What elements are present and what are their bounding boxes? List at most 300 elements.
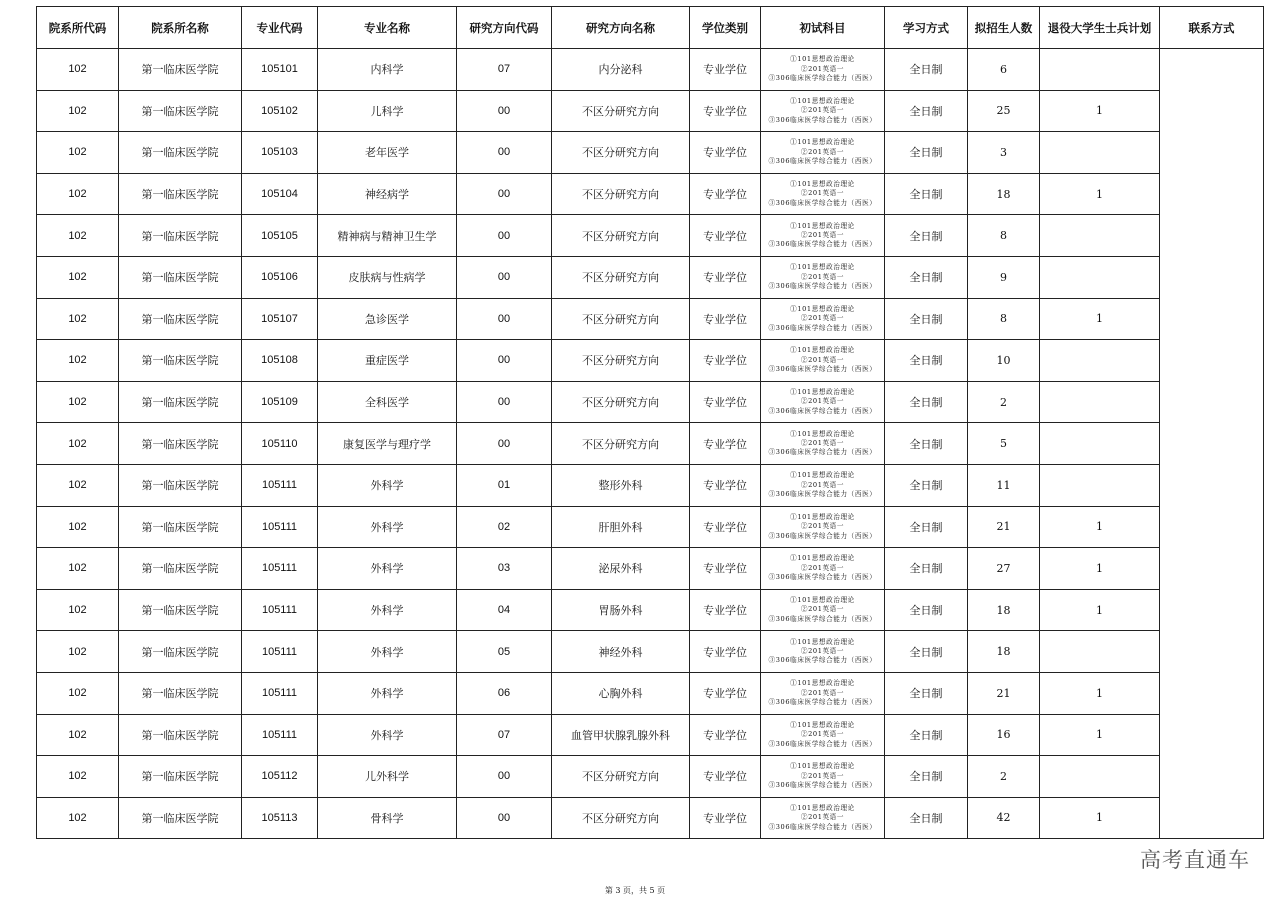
exam-subject-line: ①101思想政治理论 (790, 179, 855, 188)
dept-name-cell: 第一临床医学院 (119, 49, 242, 91)
exam-subject-line: ①101思想政治理论 (790, 55, 855, 64)
major-code-cell: 105111 (242, 714, 318, 756)
study-mode-cell: 全日制 (885, 381, 968, 423)
watermark-text: 高考直通车 (1140, 848, 1250, 872)
exam-subject-line: ②201英语一 (800, 522, 845, 531)
dept-name-cell: 第一临床医学院 (119, 631, 242, 673)
exam-subject-line: ②201英语一 (800, 355, 845, 364)
veteran-plan-cell: 1 (1040, 589, 1160, 631)
exam-subjects-cell (761, 340, 885, 382)
veteran-plan-cell: 1 (1040, 548, 1160, 590)
study-mode-cell: 全日制 (885, 506, 968, 548)
dept-code-cell: 102 (37, 340, 119, 382)
quota-cell: 18 (968, 631, 1040, 673)
dept-name-cell: 第一临床医学院 (119, 672, 242, 714)
degree-type-cell: 专业学位 (690, 714, 761, 756)
exam-subject-line: ③306临床医学综合能力（西医） (768, 697, 877, 706)
dept-name-cell: 第一临床医学院 (119, 340, 242, 382)
exam-subject-line: ②201英语一 (800, 563, 845, 572)
exam-subject-line: ③306临床医学综合能力（西医） (768, 531, 877, 540)
dept-name-cell: 第一临床医学院 (119, 423, 242, 465)
veteran-plan-cell: 1 (1040, 298, 1160, 340)
study-mode-cell: 全日制 (885, 49, 968, 91)
exam-subject-line: ③306临床医学综合能力（西医） (768, 406, 877, 415)
header-contact: 联系方式 (1160, 7, 1264, 49)
major-code-cell: 105111 (242, 548, 318, 590)
direction-name-cell: 内分泌科 (552, 49, 690, 91)
exam-subject-line: ①101思想政治理论 (790, 221, 855, 230)
table-row (37, 589, 1264, 631)
major-name-cell: 皮肤病与性病学 (318, 256, 457, 298)
direction-name-cell: 神经外科 (552, 631, 690, 673)
exam-subject-line: ①101思想政治理论 (790, 512, 855, 521)
exam-subject-line: ③306临床医学综合能力（西医） (768, 489, 877, 498)
dept-code-cell: 102 (37, 132, 119, 174)
veteran-plan-cell (1040, 381, 1160, 423)
direction-name-cell: 不区分研究方向 (552, 423, 690, 465)
dept-name-cell: 第一临床医学院 (119, 298, 242, 340)
veteran-plan-cell (1040, 49, 1160, 91)
dept-code-cell: 102 (37, 90, 119, 132)
degree-type-cell: 专业学位 (690, 132, 761, 174)
degree-type-cell: 专业学位 (690, 49, 761, 91)
direction-name-cell: 不区分研究方向 (552, 132, 690, 174)
exam-subject-line: ③306临床医学综合能力（西医） (768, 115, 877, 124)
exam-subject-line: ①101思想政治理论 (790, 595, 855, 604)
study-mode-cell: 全日制 (885, 797, 968, 839)
dept-name-cell: 第一临床医学院 (119, 797, 242, 839)
exam-subject-line: ②201英语一 (800, 230, 845, 239)
exam-subject-line: ①101思想政治理论 (790, 762, 855, 771)
exam-subject-line: ②201英语一 (800, 272, 845, 281)
major-code-cell: 105111 (242, 464, 318, 506)
direction-code-cell: 07 (457, 49, 552, 91)
study-mode-cell: 全日制 (885, 298, 968, 340)
major-name-cell: 急诊医学 (318, 298, 457, 340)
major-code-cell: 105111 (242, 672, 318, 714)
quota-cell: 2 (968, 381, 1040, 423)
dept-name-cell: 第一临床医学院 (119, 215, 242, 257)
dept-code-cell: 102 (37, 506, 119, 548)
dept-name-cell: 第一临床医学院 (119, 90, 242, 132)
veteran-plan-cell: 1 (1040, 506, 1160, 548)
exam-subjects-cell (761, 298, 885, 340)
degree-type-cell: 专业学位 (690, 423, 761, 465)
dept-name-cell: 第一临床医学院 (119, 548, 242, 590)
table-row (37, 215, 1264, 257)
direction-name-cell: 不区分研究方向 (552, 797, 690, 839)
exam-subject-line: ②201英语一 (800, 688, 845, 697)
dept-name-cell: 第一临床医学院 (119, 714, 242, 756)
quota-cell: 18 (968, 589, 1040, 631)
exam-subject-line: ①101思想政治理论 (790, 637, 855, 646)
direction-name-cell: 不区分研究方向 (552, 215, 690, 257)
table-row (37, 173, 1264, 215)
major-code-cell: 105107 (242, 298, 318, 340)
table-row (37, 464, 1264, 506)
major-name-cell: 骨科学 (318, 797, 457, 839)
study-mode-cell: 全日制 (885, 90, 968, 132)
header-exam-subjects: 初试科目 (761, 7, 885, 49)
degree-type-cell: 专业学位 (690, 631, 761, 673)
admissions-table (36, 6, 1264, 839)
table-row (37, 90, 1264, 132)
table-row (37, 797, 1264, 839)
exam-subject-line: ①101思想政治理论 (790, 429, 855, 438)
table-row (37, 132, 1264, 174)
dept-name-cell: 第一临床医学院 (119, 756, 242, 798)
table-row (37, 49, 1264, 91)
table-row (37, 298, 1264, 340)
degree-type-cell: 专业学位 (690, 506, 761, 548)
direction-code-cell: 00 (457, 340, 552, 382)
exam-subjects-cell (761, 381, 885, 423)
exam-subject-line: ③306临床医学综合能力（西医） (768, 240, 877, 249)
quota-cell: 9 (968, 256, 1040, 298)
dept-code-cell: 102 (37, 381, 119, 423)
direction-name-cell: 血管甲状腺乳腺外科 (552, 714, 690, 756)
exam-subject-line: ①101思想政治理论 (790, 803, 855, 812)
veteran-plan-cell: 1 (1040, 173, 1160, 215)
major-name-cell: 内科学 (318, 49, 457, 91)
exam-subject-line: ①101思想政治理论 (790, 96, 855, 105)
degree-type-cell: 专业学位 (690, 340, 761, 382)
study-mode-cell: 全日制 (885, 589, 968, 631)
major-code-cell: 105111 (242, 506, 318, 548)
major-name-cell: 外科学 (318, 714, 457, 756)
header-degree-type: 学位类别 (690, 7, 761, 49)
major-name-cell: 外科学 (318, 464, 457, 506)
major-code-cell: 105103 (242, 132, 318, 174)
direction-name-cell: 不区分研究方向 (552, 90, 690, 132)
dept-code-cell: 102 (37, 215, 119, 257)
dept-name-cell: 第一临床医学院 (119, 506, 242, 548)
quota-cell: 5 (968, 423, 1040, 465)
exam-subjects-cell (761, 256, 885, 298)
exam-subject-line: ①101思想政治理论 (790, 346, 855, 355)
table-row (37, 756, 1264, 798)
major-code-cell: 105101 (242, 49, 318, 91)
direction-name-cell: 泌尿外科 (552, 548, 690, 590)
header-veteran-plan: 退役大学生士兵计划 (1040, 7, 1160, 49)
exam-subject-line: ①101思想政治理论 (790, 304, 855, 313)
table-row (37, 256, 1264, 298)
veteran-plan-cell (1040, 631, 1160, 673)
study-mode-cell: 全日制 (885, 548, 968, 590)
exam-subjects-cell (761, 215, 885, 257)
direction-code-cell: 07 (457, 714, 552, 756)
exam-subject-line: ①101思想政治理论 (790, 720, 855, 729)
table-row (37, 631, 1264, 673)
major-code-cell: 105110 (242, 423, 318, 465)
direction-code-cell: 00 (457, 381, 552, 423)
exam-subject-line: ②201英语一 (800, 605, 845, 614)
major-name-cell: 全科医学 (318, 381, 457, 423)
dept-code-cell: 102 (37, 423, 119, 465)
direction-name-cell: 不区分研究方向 (552, 173, 690, 215)
dept-code-cell: 102 (37, 298, 119, 340)
direction-code-cell: 05 (457, 631, 552, 673)
direction-code-cell: 00 (457, 173, 552, 215)
exam-subjects-cell (761, 506, 885, 548)
direction-name-cell: 不区分研究方向 (552, 756, 690, 798)
dept-name-cell: 第一临床医学院 (119, 173, 242, 215)
exam-subjects-cell (761, 672, 885, 714)
quota-cell: 6 (968, 49, 1040, 91)
exam-subjects-cell (761, 548, 885, 590)
exam-subject-line: ①101思想政治理论 (790, 138, 855, 147)
major-code-cell: 105106 (242, 256, 318, 298)
exam-subjects-cell (761, 90, 885, 132)
direction-code-cell: 00 (457, 756, 552, 798)
exam-subject-line: ②201英语一 (800, 64, 845, 73)
exam-subjects-cell (761, 173, 885, 215)
major-name-cell: 重症医学 (318, 340, 457, 382)
dept-name-cell: 第一临床医学院 (119, 464, 242, 506)
veteran-plan-cell (1040, 132, 1160, 174)
table-row (37, 506, 1264, 548)
veteran-plan-cell (1040, 215, 1160, 257)
exam-subject-line: ③306临床医学综合能力（西医） (768, 448, 877, 457)
exam-subject-line: ①101思想政治理论 (790, 679, 855, 688)
dept-code-cell: 102 (37, 756, 119, 798)
exam-subject-line: ③306临床医学综合能力（西医） (768, 656, 877, 665)
dept-code-cell: 102 (37, 173, 119, 215)
exam-subject-line: ②201英语一 (800, 646, 845, 655)
degree-type-cell: 专业学位 (690, 90, 761, 132)
direction-code-cell: 00 (457, 797, 552, 839)
exam-subject-line: ②201英语一 (800, 438, 845, 447)
dept-code-cell: 102 (37, 464, 119, 506)
dept-code-cell: 102 (37, 589, 119, 631)
direction-code-cell: 02 (457, 506, 552, 548)
header-quota: 拟招生人数 (968, 7, 1040, 49)
direction-name-cell: 不区分研究方向 (552, 256, 690, 298)
degree-type-cell: 专业学位 (690, 256, 761, 298)
veteran-plan-cell: 1 (1040, 714, 1160, 756)
veteran-plan-cell (1040, 423, 1160, 465)
study-mode-cell: 全日制 (885, 340, 968, 382)
exam-subjects-cell (761, 132, 885, 174)
major-name-cell: 老年医学 (318, 132, 457, 174)
exam-subject-line: ③306临床医学综合能力（西医） (768, 281, 877, 290)
dept-code-cell: 102 (37, 797, 119, 839)
direction-code-cell: 00 (457, 132, 552, 174)
direction-code-cell: 00 (457, 256, 552, 298)
major-name-cell: 神经病学 (318, 173, 457, 215)
exam-subject-line: ②201英语一 (800, 813, 845, 822)
quota-cell: 21 (968, 506, 1040, 548)
table-row (37, 423, 1264, 465)
quota-cell: 21 (968, 672, 1040, 714)
degree-type-cell: 专业学位 (690, 756, 761, 798)
study-mode-cell: 全日制 (885, 423, 968, 465)
major-code-cell: 105108 (242, 340, 318, 382)
quota-cell: 8 (968, 215, 1040, 257)
direction-name-cell: 不区分研究方向 (552, 381, 690, 423)
major-code-cell: 105111 (242, 631, 318, 673)
veteran-plan-cell: 1 (1040, 672, 1160, 714)
quota-cell: 10 (968, 340, 1040, 382)
direction-name-cell: 心胸外科 (552, 672, 690, 714)
direction-code-cell: 01 (457, 464, 552, 506)
degree-type-cell: 专业学位 (690, 173, 761, 215)
header-major-name: 专业名称 (318, 7, 457, 49)
exam-subject-line: ①101思想政治理论 (790, 471, 855, 480)
major-name-cell: 康复医学与理疗学 (318, 423, 457, 465)
major-name-cell: 儿外科学 (318, 756, 457, 798)
exam-subject-line: ②201英语一 (800, 147, 845, 156)
quota-cell: 11 (968, 464, 1040, 506)
direction-code-cell: 04 (457, 589, 552, 631)
header-row (37, 7, 1264, 49)
veteran-plan-cell (1040, 340, 1160, 382)
table-header (37, 7, 1264, 49)
table-row (37, 672, 1264, 714)
major-name-cell: 外科学 (318, 672, 457, 714)
exam-subject-line: ②201英语一 (800, 771, 845, 780)
quota-cell: 42 (968, 797, 1040, 839)
quota-cell: 27 (968, 548, 1040, 590)
exam-subject-line: ③306临床医学综合能力（西医） (768, 822, 877, 831)
major-name-cell: 外科学 (318, 548, 457, 590)
dept-code-cell: 102 (37, 714, 119, 756)
direction-code-cell: 00 (457, 215, 552, 257)
exam-subjects-cell (761, 714, 885, 756)
major-code-cell: 105112 (242, 756, 318, 798)
exam-subjects-cell (761, 797, 885, 839)
exam-subject-line: ③306临床医学综合能力（西医） (768, 365, 877, 374)
dept-name-cell: 第一临床医学院 (119, 381, 242, 423)
veteran-plan-cell (1040, 756, 1160, 798)
table-row (37, 548, 1264, 590)
study-mode-cell: 全日制 (885, 631, 968, 673)
dept-name-cell: 第一临床医学院 (119, 256, 242, 298)
exam-subject-line: ③306临床医学综合能力（西医） (768, 573, 877, 582)
major-code-cell: 105111 (242, 589, 318, 631)
veteran-plan-cell: 1 (1040, 797, 1160, 839)
quota-cell: 3 (968, 132, 1040, 174)
page-number: 第 3 页，共 5 页 (604, 886, 666, 895)
table-row (37, 381, 1264, 423)
dept-code-cell: 102 (37, 548, 119, 590)
quota-cell: 8 (968, 298, 1040, 340)
degree-type-cell: 专业学位 (690, 381, 761, 423)
veteran-plan-cell (1040, 256, 1160, 298)
degree-type-cell: 专业学位 (690, 215, 761, 257)
direction-name-cell: 不区分研究方向 (552, 340, 690, 382)
quota-cell: 16 (968, 714, 1040, 756)
exam-subjects-cell (761, 423, 885, 465)
exam-subjects-cell (761, 756, 885, 798)
study-mode-cell: 全日制 (885, 714, 968, 756)
direction-code-cell: 06 (457, 672, 552, 714)
table-body (37, 49, 1264, 839)
direction-code-cell: 03 (457, 548, 552, 590)
exam-subject-line: ③306临床医学综合能力（西医） (768, 781, 877, 790)
header-direction-code: 研究方向代码 (457, 7, 552, 49)
dept-code-cell: 102 (37, 631, 119, 673)
exam-subject-line: ③306临床医学综合能力（西医） (768, 739, 877, 748)
exam-subject-line: ②201英语一 (800, 397, 845, 406)
table-row (37, 340, 1264, 382)
major-name-cell: 精神病与精神卫生学 (318, 215, 457, 257)
study-mode-cell: 全日制 (885, 256, 968, 298)
dept-code-cell: 102 (37, 49, 119, 91)
study-mode-cell: 全日制 (885, 215, 968, 257)
table-row (37, 714, 1264, 756)
major-code-cell: 105105 (242, 215, 318, 257)
major-name-cell: 外科学 (318, 506, 457, 548)
exam-subject-line: ②201英语一 (800, 730, 845, 739)
study-mode-cell: 全日制 (885, 464, 968, 506)
exam-subject-line: ③306临床医学综合能力（西医） (768, 323, 877, 332)
major-code-cell: 105104 (242, 173, 318, 215)
dept-name-cell: 第一临床医学院 (119, 132, 242, 174)
dept-code-cell: 102 (37, 256, 119, 298)
dept-name-cell: 第一临床医学院 (119, 589, 242, 631)
exam-subject-line: ③306临床医学综合能力（西医） (768, 614, 877, 623)
major-code-cell: 105109 (242, 381, 318, 423)
contact-cell (1160, 49, 1264, 839)
major-code-cell: 105102 (242, 90, 318, 132)
quota-cell: 25 (968, 90, 1040, 132)
exam-subject-line: ①101思想政治理论 (790, 554, 855, 563)
exam-subjects-cell (761, 49, 885, 91)
exam-subject-line: ②201英语一 (800, 189, 845, 198)
major-name-cell: 外科学 (318, 589, 457, 631)
veteran-plan-cell: 1 (1040, 90, 1160, 132)
degree-type-cell: 专业学位 (690, 589, 761, 631)
direction-name-cell: 整形外科 (552, 464, 690, 506)
degree-type-cell: 专业学位 (690, 548, 761, 590)
exam-subjects-cell (761, 589, 885, 631)
degree-type-cell: 专业学位 (690, 672, 761, 714)
exam-subject-line: ②201英语一 (800, 480, 845, 489)
exam-subject-line: ③306临床医学综合能力（西医） (768, 198, 877, 207)
major-name-cell: 儿科学 (318, 90, 457, 132)
header-major-code: 专业代码 (242, 7, 318, 49)
exam-subjects-cell (761, 464, 885, 506)
veteran-plan-cell (1040, 464, 1160, 506)
study-mode-cell: 全日制 (885, 132, 968, 174)
direction-code-cell: 00 (457, 423, 552, 465)
header-dept-code: 院系所代码 (37, 7, 119, 49)
exam-subject-line: ②201英语一 (800, 314, 845, 323)
major-code-cell: 105113 (242, 797, 318, 839)
quota-cell: 2 (968, 756, 1040, 798)
header-study-mode: 学习方式 (885, 7, 968, 49)
degree-type-cell: 专业学位 (690, 797, 761, 839)
direction-code-cell: 00 (457, 90, 552, 132)
exam-subjects-cell (761, 631, 885, 673)
header-direction-name: 研究方向名称 (552, 7, 690, 49)
direction-name-cell: 肝胆外科 (552, 506, 690, 548)
degree-type-cell: 专业学位 (690, 298, 761, 340)
exam-subject-line: ②201英语一 (800, 106, 845, 115)
exam-subject-line: ①101思想政治理论 (790, 263, 855, 272)
major-name-cell: 外科学 (318, 631, 457, 673)
study-mode-cell: 全日制 (885, 756, 968, 798)
dept-code-cell: 102 (37, 672, 119, 714)
exam-subject-line: ③306临床医学综合能力（西医） (768, 74, 877, 82)
exam-subject-line: ③306临床医学综合能力（西医） (768, 157, 877, 166)
degree-type-cell: 专业学位 (690, 464, 761, 506)
header-dept-name: 院系所名称 (119, 7, 242, 49)
direction-code-cell: 00 (457, 298, 552, 340)
quota-cell: 18 (968, 173, 1040, 215)
study-mode-cell: 全日制 (885, 672, 968, 714)
